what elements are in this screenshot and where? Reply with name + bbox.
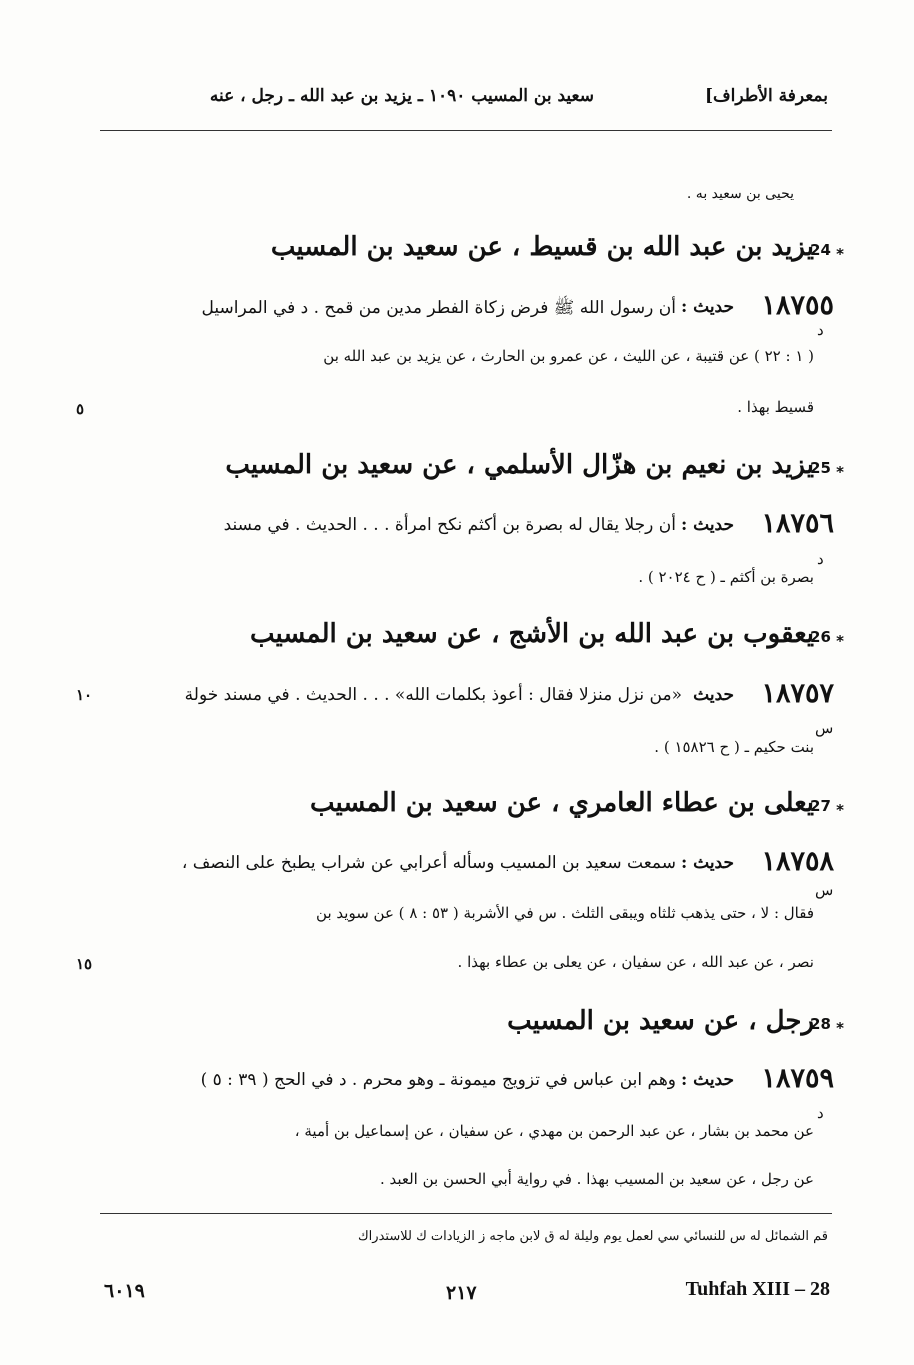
hadith-label: حديث :: [680, 515, 734, 535]
continuation-line: بنت حكيم ـ ( ح ١٥٨٢٦ ) .: [654, 738, 814, 756]
footnote-abbreviations: قم الشمائل له س للنسائي سي لعمل يوم وليلة له ق لابن ماجه ز الزيادات ك للاستدراك: [357, 1229, 828, 1244]
entry-heading: يزيد بن نعيم بن هزّال الأسلمي ، عن سعيد بن المسيب: [225, 450, 814, 480]
entry-heading: يعقوب بن عبد الله بن الأشج ، عن سعيد بن المسيب: [249, 619, 814, 649]
hadith-label: حديث :: [680, 1070, 734, 1090]
hadith-text: أن رجلا يقال له بصرة بن أكثم نكح امرأة . . . الحديث . في مسند: [223, 515, 676, 535]
intro-line: يحيى بن سعيد به .: [686, 186, 794, 202]
hadith-label: حديث :: [680, 297, 734, 317]
continuation-line: ( ١ : ٢٢ ) عن قتيبة ، عن الليث ، عن عمرو بن الحارث ، عن يزيد بن عبد الله بن: [323, 347, 814, 365]
entry-number: 26 ⁎: [810, 628, 844, 646]
siglum: د: [817, 1104, 824, 1122]
continuation-line: عن محمد بن بشار ، عن عبد الرحمن بن مهدي ، عن سفيان ، عن إسماعيل بن أمية ،: [294, 1122, 814, 1140]
footnote-rule: [100, 1213, 832, 1214]
hadith-label: حديث: [693, 685, 734, 705]
hadith-label: حديث :: [680, 853, 734, 873]
entry-heading: يزيد بن عبد الله بن قسيط ، عن سعيد بن المسيب: [270, 232, 814, 262]
hadith-number: ١٨٧٥٦: [761, 508, 834, 539]
header-section-title: بمعرفة الأطراف]: [704, 86, 828, 106]
entry-number: 28 ⁎: [810, 1015, 844, 1033]
continuation-line: فقال : لا ، حتى يذهب ثلثاه ويبقى الثلث . س في الأشربة ( ٥٣ : ٨ ) عن سويد بن: [316, 904, 814, 922]
continuation-line: عن رجل ، عن سعيد بن المسيب بهذا . في رواية أبي الحسن بن العبد .: [379, 1170, 814, 1188]
line-margin-number: ٥: [76, 400, 85, 418]
continuation-line: نصر ، عن عبد الله ، عن سفيان ، عن يعلى بن عطاء بهذا .: [457, 953, 814, 971]
siglum: د: [817, 321, 824, 339]
hadith-number: ١٨٧٥٥: [761, 290, 834, 321]
header-rule: [100, 130, 832, 131]
siglum: س: [815, 719, 834, 737]
hadith-number: ١٨٧٥٨: [761, 846, 834, 877]
continuation-line: قسيط بهذا .: [737, 398, 814, 416]
entry-heading: يعلى بن عطاء العامري ، عن سعيد بن المسيب: [309, 788, 814, 818]
hadith-number: ١٨٧٥٩: [761, 1063, 834, 1094]
entry-heading: رجل ، عن سعيد بن المسيب: [507, 1006, 814, 1036]
entry-number: 27 ⁎: [810, 797, 844, 815]
footer-volume-label: Tuhfah XIII – 28: [685, 1278, 830, 1300]
footer-left-number: ٦٠١٩: [104, 1280, 145, 1302]
siglum: د: [817, 550, 824, 568]
hadith-text: «من نزل منزلا فقال : أعوذ بكلمات الله» . . . الحديث . في مسند خولة: [184, 685, 682, 705]
hadith-text: وهم ابن عباس في تزويج ميمونة ـ وهو محرم . د في الحج ( ٣٩ : ٥ ): [200, 1070, 676, 1090]
hadith-text: سمعت سعيد بن المسيب وسأله أعرابي عن شراب يطبخ على النصف ،: [181, 853, 676, 873]
hadith-text: أن رسول الله ﷺ فرض زكاة الفطر مدين من قمح . د في المراسيل: [201, 298, 676, 318]
header-running-title: سعيد بن المسيب ١٠٩٠ ـ يزيد بن عبد الله ـ رجل ، عنه: [209, 86, 594, 106]
continuation-line: بصرة بن أكثم ـ ( ح ٢٠٢٤ ) .: [638, 568, 814, 586]
page-number: ٢١٧: [446, 1282, 477, 1304]
entry-number: 24 ⁎: [810, 241, 844, 259]
siglum: س: [815, 881, 834, 899]
line-margin-number: ١٠: [76, 686, 93, 704]
hadith-number: ١٨٧٥٧: [761, 678, 834, 709]
line-margin-number: ١٥: [76, 955, 93, 973]
entry-number: 25 ⁎: [810, 459, 844, 477]
